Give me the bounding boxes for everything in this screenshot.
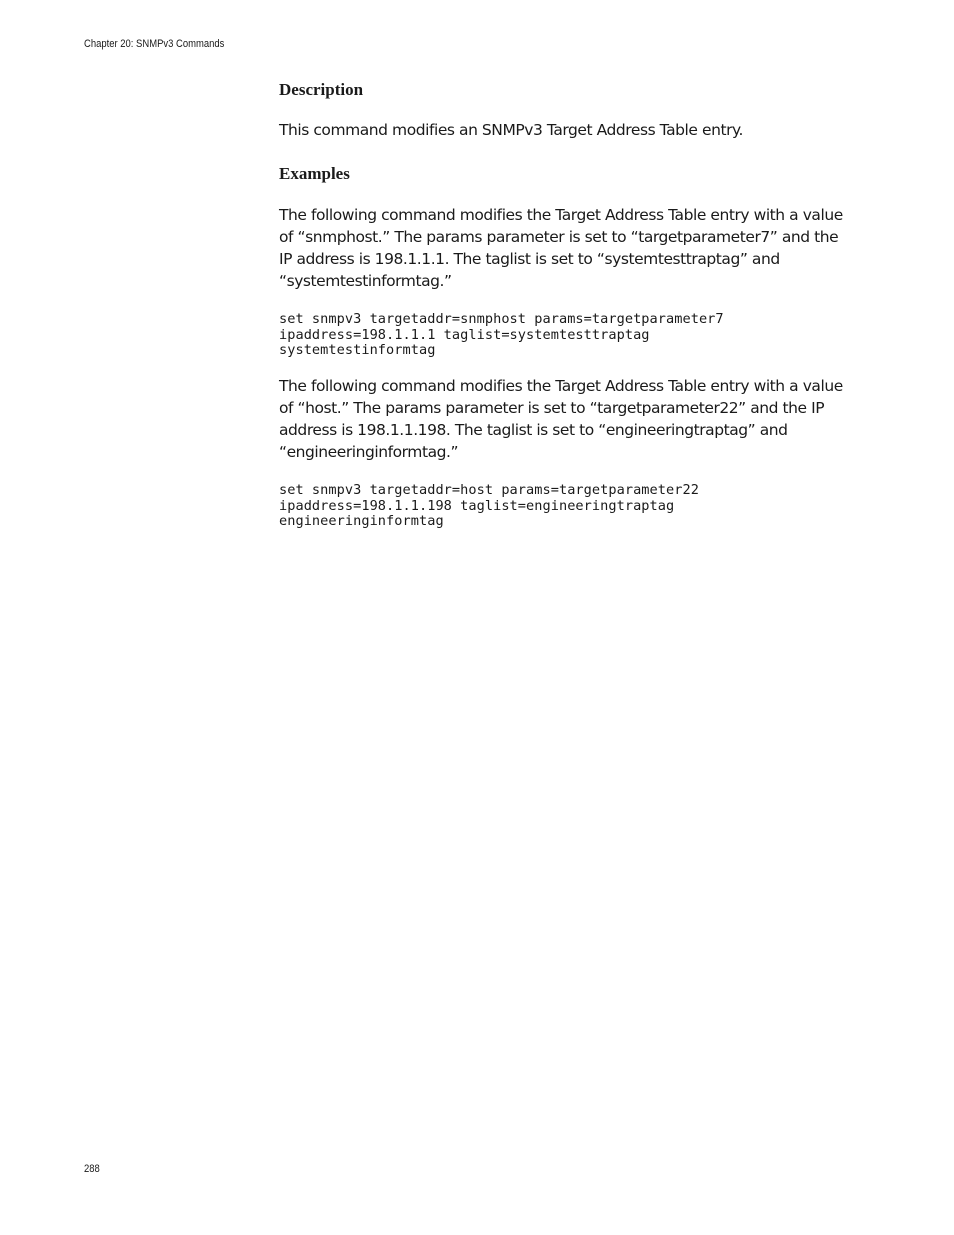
- example-2-code: set snmpv3 targetaddr=host params=targetparameter22 ipaddress=198.1.1.198 taglist=engineeringtraptag engineeringinformtag: [279, 482, 699, 529]
- example-1-text: The following command modifies the Target Address Table entry with a value of “snmphost.” The params parameter is set to “targetparameter7” and the IP address is 198.1.1.1. The taglist is set to “systemtesttraptag” and “systemtestinformtag.”: [279, 206, 843, 290]
- examples-heading: Examples: [279, 164, 350, 183]
- example-1-code: set snmpv3 targetaddr=snmphost params=targetparameter7 ipaddress=198.1.1.1 taglist=systemtesttraptag systemtestinformtag: [279, 311, 724, 358]
- description-heading: Description: [279, 80, 364, 99]
- description-text: This command modifies an SNMPv3 Target Address Table entry.: [279, 121, 743, 139]
- page-number: 288: [84, 1163, 100, 1175]
- example-2-text: The following command modifies the Target Address Table entry with a value of “host.” The params parameter is set to “targetparameter22” and the IP address is 198.1.1.198. The taglist is set to “engineeringtraptag” and “engineeringinformtag.”: [279, 377, 843, 461]
- running-header: Chapter 20: SNMPv3 Commands: [84, 38, 225, 50]
